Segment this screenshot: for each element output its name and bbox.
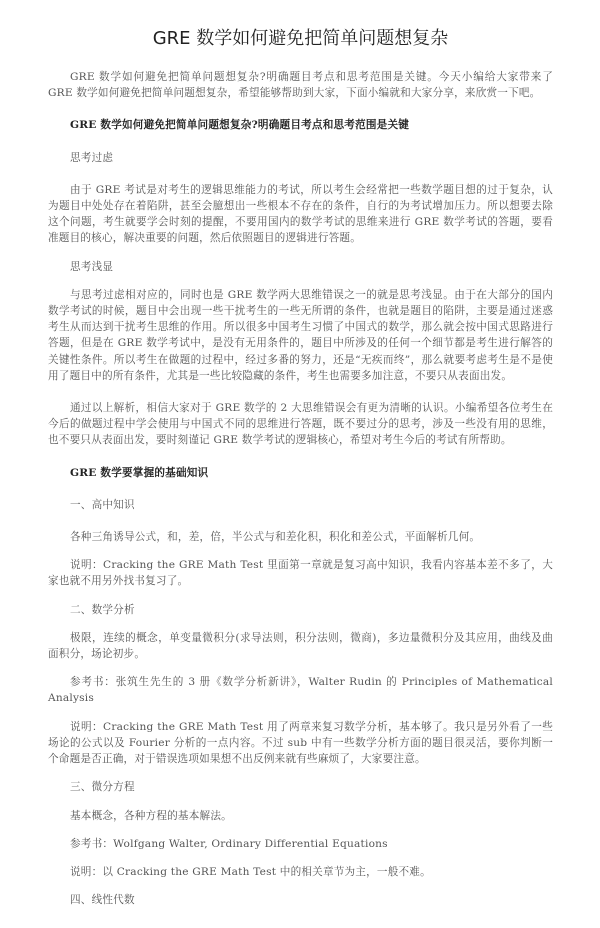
item-ref: 参考书：张筑生先生的 3 册《数学分析新讲》，Walter Rudin 的 Principles of Mathematical Analysis	[48, 676, 553, 705]
item-label: 四、线性代数	[70, 894, 135, 907]
section-heading: GRE 数学如何避免把简单问题想复杂?明确题目考点和思考范围是关键	[70, 119, 410, 132]
item-ref: 参考书：Wolfgang Walter, Ordinary Differential Equations	[70, 837, 388, 850]
page-title: GRE 数学如何避免把简单问题想复杂	[152, 28, 449, 49]
paragraph: 由于 GRE 考试是对考生的逻辑思维能力的考试，所以考生会经常把一些数学题目想的过于复杂，认为题目中处处存在着陷阱，甚至会臆想出一些根本不存在的条件，自行的为考试增加压力。所以想要去除这个问题，考生就要学会时刻的提醒，不要用国内的数学考试的思维来进行 GRE 数学考试的答题，要看准题目的核心，解决重要的问题，然后依照题目的逻辑进行答题。	[48, 183, 553, 245]
item-note: 说明：以 Cracking the GRE Math Test 中的相关章节为主，一般不难。	[70, 865, 431, 878]
section-heading: GRE 数学要掌握的基础知识	[70, 466, 209, 479]
item-label: 一、高中知识	[70, 498, 135, 511]
intro-paragraph: GRE 数学如何避免把简单问题想复杂?明确题目考点和思考范围是关键。今天小编给大家带来了 GRE 数学如何避免把简单问题想复杂，希望能够帮助到大家，下面小编就和大家分享，来欣赏一下吧。	[48, 71, 553, 100]
item-content: 极限，连续的概念，单变量微积分(求导法则，积分法则，微商)，多边量微积分及其应用，曲线及曲面积分，场论初步。	[48, 631, 553, 661]
item-label: 二、数学分析	[70, 603, 135, 616]
subheading: 思考浅显	[70, 260, 114, 273]
subheading: 思考过虑	[70, 151, 114, 164]
item-note: 说明：Cracking the GRE Math Test 里面第一章就是复习高中知识，我看内容基本差不多了，大家也就不用另外找书复习了。	[48, 559, 553, 588]
paragraph: 与思考过虑相对应的，同时也是 GRE 数学两大思维错误之一的就是思考浅显。由于在大部分的国内数学考试的时候，题目中会出现一些干扰考生的一些无所谓的条件，也就是题目的陷阱，主要是通过迷惑考生从而达到干扰考生思维的作用。所以很多中国考生习惯了中国式的数学，那么就会按中国式思路进行答题，但是在 GRE 数学考试中，是没有无用条件的，题目中所涉及的任何一个细节都是考生进行解答的关键性条件。所以考生在做题的过程中，经过多番的努力，还是“无疾而终”，那么就要考虑考生是不是使用了题目中的所有条件，尤其是一些比较隐藏的条件，考生也需要多加注意，不要只从表面出发。	[48, 288, 553, 382]
item-content: 基本概念，各种方程的基本解法。	[70, 809, 232, 822]
item-label: 三、微分方程	[70, 781, 135, 794]
item-content: 各种三角诱导公式，和，差，倍，半公式与和差化积，积化和差公式，平面解析几何。	[70, 531, 481, 544]
item-note: 说明：Cracking the GRE Math Test 用了两章来复习数学分析，基本够了。我只是另外看了一些场论的公式以及 Fourier 分析的一点内容。不过 sub 中有一些数学分析方面的题目很灵活，要你判断一个命题是否正确，对于错误选项如果想不出反例来就有些麻烦了，大家要注意。	[48, 720, 553, 766]
paragraph: 通过以上解析，相信大家对于 GRE 数学的 2 大思维错误会有更为清晰的认识。小编希望各位考生在今后的做题过程中学会使用与中国式不同的思维进行答题，既不要过分的思考，涉及一些没有用的思维，也不要只从表面出发，要时刻谨记 GRE 数学考试的逻辑核心，希望对考生今后的考试有所帮助。	[48, 402, 553, 447]
